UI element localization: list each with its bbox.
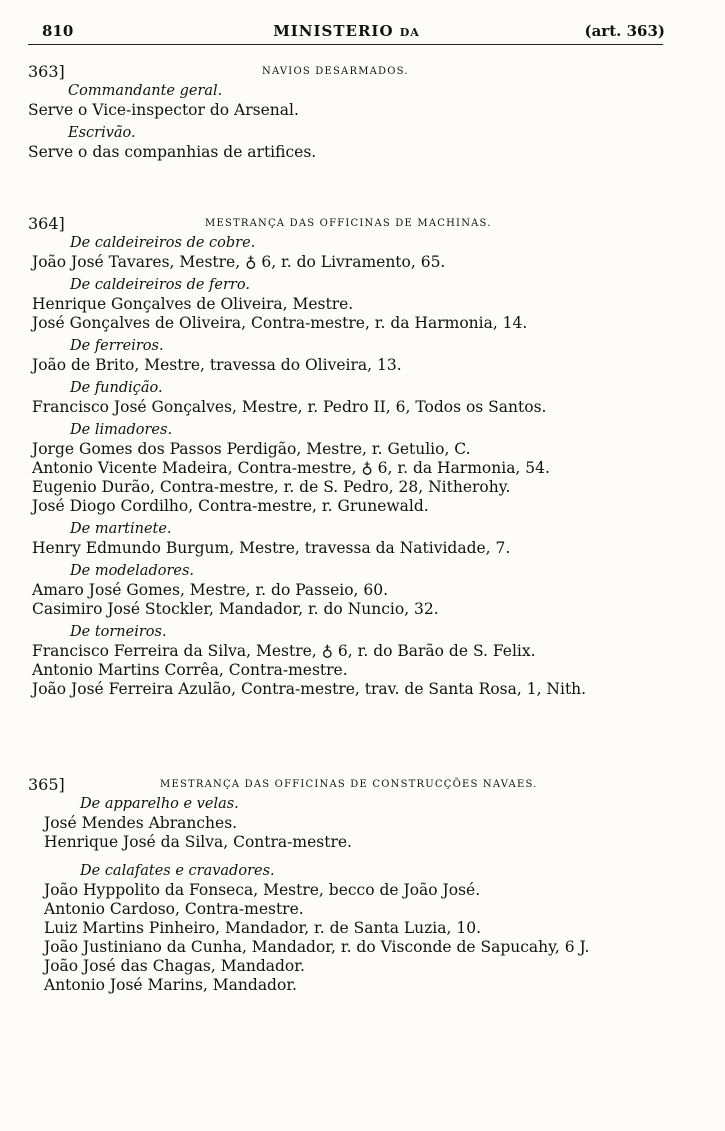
entry-group [0,623,725,699]
section-heading [0,62,725,82]
group-heading: De ferreiros. [70,338,164,354]
page-number: 810 [42,22,74,40]
entry-line: Amaro José Gomes, Mestre, r. do Passeio, 60. [32,581,389,599]
entry-line: Antonio Cardoso, Contra-mestre. [44,900,304,918]
entry-group [0,562,725,623]
running-title: MINISTERIO da [273,22,420,40]
group-heading: De apparelho e velas. [80,796,239,812]
group-heading: De martinete. [70,521,172,537]
entry-line: João Justiniano da Cunha, Mandador, r. do Visconde de Sapucahy, 6 J. [44,938,590,956]
group-heading: De caldeireiros de cobre. [70,235,256,251]
entry-line: Henrique José da Silva, Contra-mestre. [44,833,352,851]
section-heading [0,214,725,234]
group-heading: De caldeireiros de ferro. [70,277,250,293]
entry-line: João José Tavares, Mestre, ♁ 6, r. do Livramento, 65. [32,253,446,271]
entry-line: Antonio Martins Corrêa, Contra-mestre. [32,661,348,679]
entry-group [0,82,725,124]
entry-group [0,234,725,276]
entry-group [0,276,725,337]
group-heading: De limadores. [70,422,173,438]
entry-line: Serve o das companhias de artifices. [28,143,317,161]
section-number: 363] [28,62,65,81]
page-header [28,22,665,44]
entry-line: João Hyppolito da Fonseca, Mestre, becco de João José. [44,881,481,899]
entry-line: Antonio Vicente Madeira, Contra-mestre, ♁ 6, r. da Harmonia, 54. [32,459,550,477]
section-number: 364] [28,214,65,233]
entry-line: José Gonçalves de Oliveira, Contra-mestre, r. da Harmonia, 14. [32,314,528,332]
group-heading: De calafates e cravadores. [80,863,275,879]
entry-group [0,124,725,162]
group-heading: De fundição. [70,380,163,396]
entry-group [0,520,725,562]
entry-group [0,862,725,995]
entry-line: Henrique Gonçalves de Oliveira, Mestre. [32,295,354,313]
section-heading [0,775,725,795]
section-364 [0,214,725,699]
entry-group [0,379,725,421]
header-rule [28,44,663,45]
entry-line: Henry Edmundo Burgum, Mestre, travessa da Natividade, 7. [32,539,511,557]
entry-line: Luiz Martins Pinheiro, Mandador, r. de Santa Luzia, 10. [44,919,482,937]
entry-group [0,421,725,520]
entry-line: João José das Chagas, Mandador. [44,957,305,975]
section-363 [0,62,725,162]
entry-line: João José Ferreira Azulão, Contra-mestre, trav. de Santa Rosa, 1, Nith. [32,680,587,698]
entry-line: Eugenio Durão, Contra-mestre, r. de S. Pedro, 28, Nitherohy. [32,478,511,496]
section-title: MESTRANÇA DAS OFFICINAS DE MACHINAS. [205,218,492,229]
section-title: MESTRANÇA DAS OFFICINAS DE CONSTRUCÇÕES NAVAES. [160,779,538,790]
entry-group [0,795,725,862]
entry-line: Francisco José Gonçalves, Mestre, r. Pedro II, 6, Todos os Santos. [32,398,547,416]
entry-line: Jorge Gomes dos Passos Perdigão, Mestre, r. Getulio, C. [32,440,471,458]
group-heading: Commandante geral. [68,83,223,99]
entry-line: José Diogo Cordilho, Contra-mestre, r. Grunewald. [32,497,429,515]
section-number: 365] [28,775,65,794]
entry-line: João de Brito, Mestre, travessa do Oliveira, 13. [32,356,402,374]
article-reference: (art. 363) [584,22,665,40]
section-title: NAVIOS DESARMADOS. [262,66,409,77]
entry-group [0,337,725,379]
entry-line: José Mendes Abranches. [44,814,238,832]
entry-line: Serve o Vice-inspector do Arsenal. [28,101,299,119]
entry-line: Casimiro José Stockler, Mandador, r. do Nuncio, 32. [32,600,439,618]
entry-line: Francisco Ferreira da Silva, Mestre, ♁ 6, r. do Barão de S. Felix. [32,642,536,660]
section-365 [0,775,725,995]
group-heading: De modeladores. [70,563,195,579]
group-heading: Escrivão. [68,125,136,141]
group-heading: De torneiros. [70,624,167,640]
entry-line: Antonio José Marins, Mandador. [44,976,297,994]
